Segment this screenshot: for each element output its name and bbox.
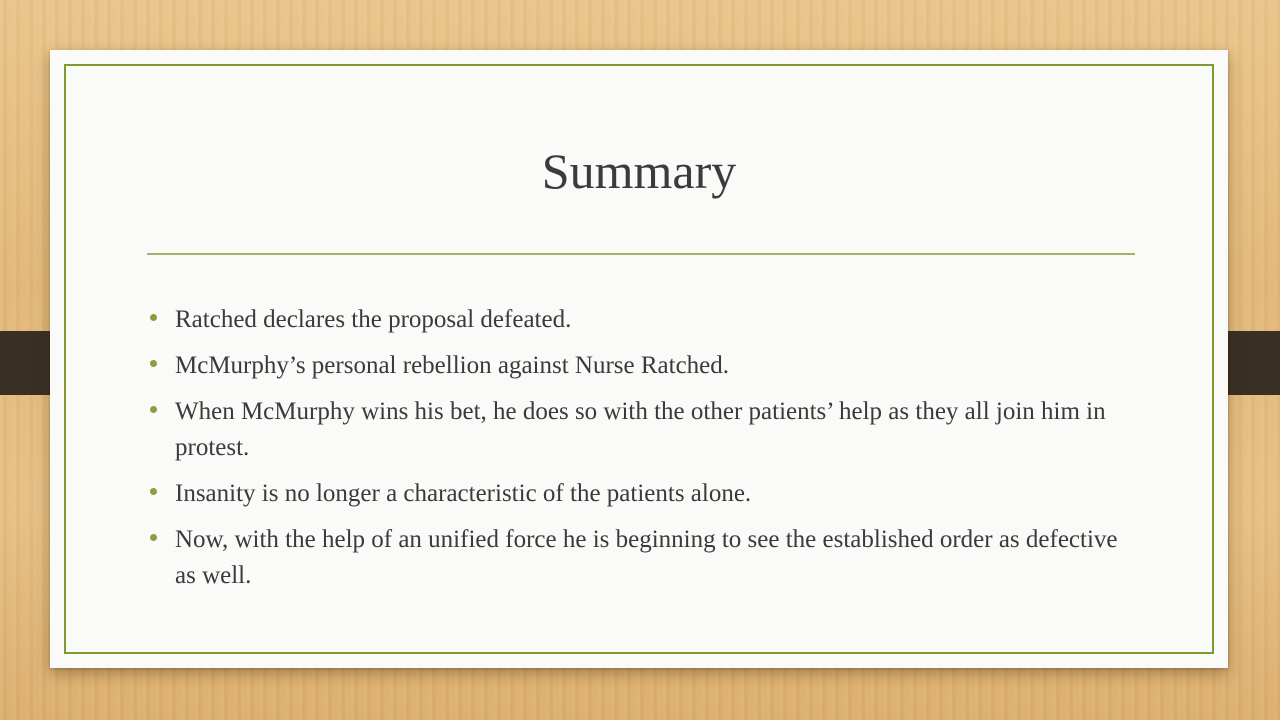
bullet-item bbox=[150, 476, 1140, 512]
bullet-list bbox=[150, 302, 1140, 604]
bullet-dot-icon bbox=[150, 360, 157, 367]
bullet-dot-icon bbox=[150, 406, 157, 413]
bullet-item bbox=[150, 522, 1140, 594]
bullet-item bbox=[150, 348, 1140, 384]
bullet-dot-icon bbox=[150, 534, 157, 541]
slide bbox=[50, 50, 1228, 668]
bullet-text: Now, with the help of an unified force he is beginning to see the established order as defective as well. bbox=[175, 526, 1118, 589]
bullet-text: Ratched declares the proposal defeated. bbox=[175, 306, 572, 333]
bullet-text: When McMurphy wins his bet, he does so with the other patients’ help as they all join him in protest. bbox=[175, 398, 1106, 461]
bullet-text: McMurphy’s personal rebellion against Nurse Ratched. bbox=[175, 352, 730, 379]
bullet-item bbox=[150, 302, 1140, 338]
bullet-dot-icon bbox=[150, 314, 157, 321]
bullet-text: Insanity is no longer a characteristic of the patients alone. bbox=[175, 480, 752, 507]
title-divider bbox=[147, 253, 1135, 255]
bullet-item bbox=[150, 394, 1140, 466]
bullet-dot-icon bbox=[150, 488, 157, 495]
slide-title: Summary bbox=[541, 143, 737, 199]
